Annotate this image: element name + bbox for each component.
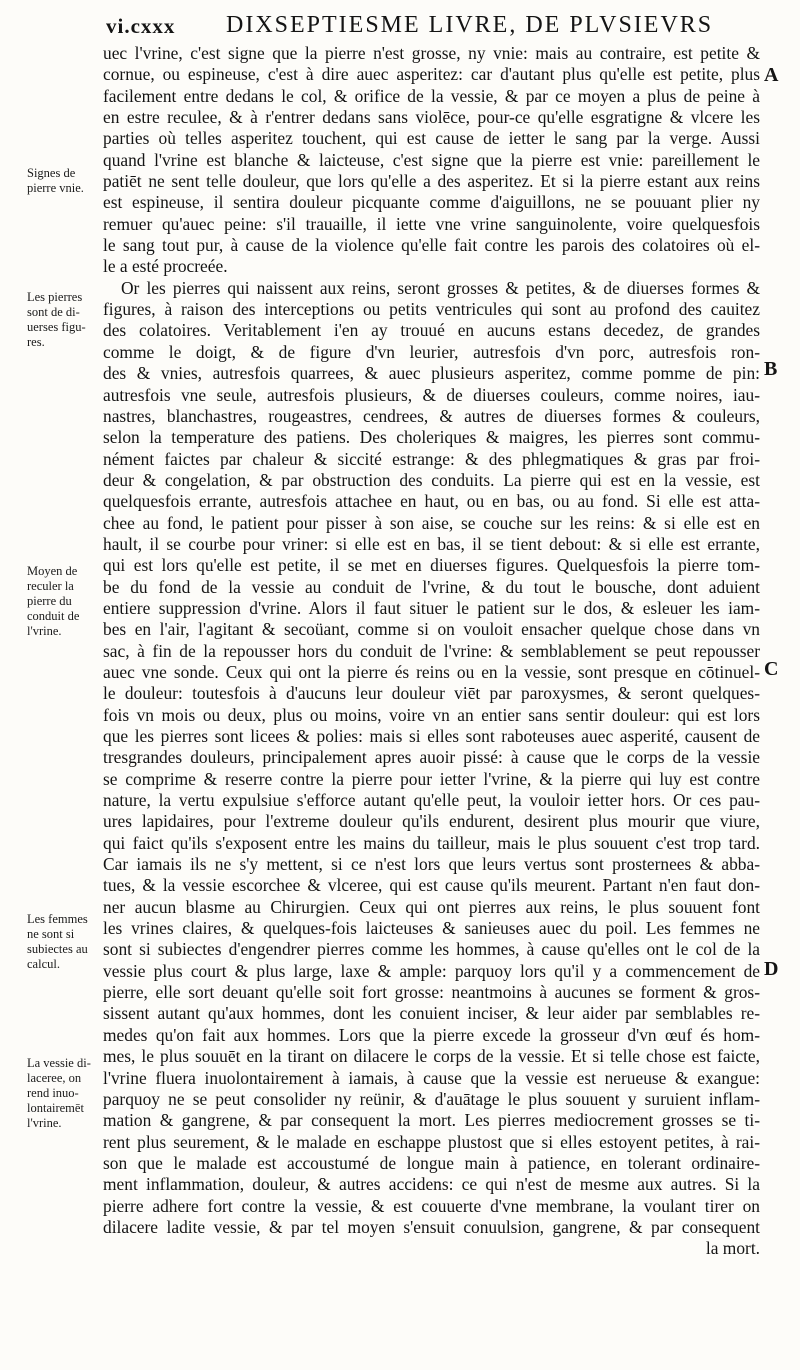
margin-note-figures [27,290,97,350]
text-line: deur & congelation, & par obstruction des conduits. La pierre qui est en la vessie, est [103,469,760,490]
text-line: dilacere ladite vessie, & par tel moyen s'ensuit conuulsion, gangrene, & par consequent [103,1216,760,1237]
text-line: nastres, blanchastres, rougeastres, cendrees, & autres de diuerses formes & couleurs, [103,405,760,426]
text-line: hault, il se courbe pour vriner: si elle est en bas, il se tient debout: & si elle est errante, [103,533,760,554]
text-line: parquoy ne se peut consolider ny reünir, & d'auātage le plus souuent y suruient inflam- [103,1088,760,1109]
text-line: le douleur: toutesfois à d'aucuns leur douleur viēt par paroxysmes, & seront quelques- [103,683,760,704]
text-line: qui faict qu'ils s'exposent entre les mains du tailleur, mais le plus souuent c'est trop tard. [103,832,760,853]
text-line: uec l'vrine, c'est signe que la pierre n'est grosse, ny vnie: mais au contraire, est petite & [103,43,760,63]
margin-note-line: Signes de [27,166,76,180]
margin-note-line: ne sont si [27,927,75,941]
section-marker-a: A [764,64,779,86]
text-line: figures, à raison des interceptions ou petits ventricules qui sont au profond des cauitez [103,299,760,320]
text-line: est espineuse, il sentira douleur picquante comme d'aiguillons, ne se pouuant plier ny [103,192,760,213]
margin-note-line: reculer la [27,579,74,593]
margin-note-line: laceree, on [27,1071,82,1085]
text-line: pierre, elle sort deuant qu'elle soit fort grosse: neantmoins à aucunes se forment & gros- [103,982,760,1003]
text-line: autresfois vne seule, autresfois plusieurs, & de diuerses couleurs, comme noires, iau- [103,384,760,405]
text-line: vessie plus court & plus large, laxe & ample: parquoy lors qu'il y a commencement de [103,960,760,981]
margin-note-line: La vessie di- [27,1056,91,1070]
section-marker-d: D [764,958,779,980]
text-line: facilement entre dedans le col, & orifice de la vessie, & par ce moyen a plus de peine à [103,85,760,106]
text-line: be du fond de la vessie au conduit de l'vrine, & du tout le bousche, dont aduient [103,576,760,597]
margin-note-line: uerses figu- [27,320,86,334]
text-line: des & vnies, autresfois quarrees, & auec plusieurs asperitez, comme pomme de pin: [103,363,760,384]
text-line: ment inflammation, douleur, & autres accidens: ce qui n'est de mesme aux autres. Si la [103,1174,760,1195]
text-line: fois vn mois ou deux, plus ou moins, voire vn an entier sans sentir douleur: qui est lors [103,704,760,725]
main-text-block [103,43,760,1260]
text-line: Car iamais ils ne s'y mettent, si ce n'est lors que leurs vertus sont prosternees & abba- [103,854,760,875]
text-line: la mort. [705,1238,760,1259]
margin-note-vessie [27,1056,97,1131]
margin-note-femmes [27,912,97,972]
text-line: rent plus seurement, & le malade en eschappe plustost que si elles estoyent petites, à rai- [103,1131,760,1152]
text-line: entiere suppression d'vrine. Alors il faut situer le patient sur le dos, & esleuer les iam- [103,597,760,618]
text-line: Or les pierres qui naissent aux reins, seront grosses & petites, & de diuerses formes & [121,277,760,298]
text-line: le sang tout pur, à cause de la violence qu'elle fait contre les parois des colatoires où el- [103,235,760,256]
text-line: qui est lors qu'elle est petite, il se met en diuerses figures. Quelquesfois la pierre tom- [103,555,760,576]
text-line: son que le malade est accoustumé de longue main à patience, en tolerant ordinaire- [103,1152,760,1173]
margin-note-line: l'vrine. [27,624,62,638]
text-line: sissent autant qu'aux hommes, dont les conuient inciser, & leur aider par semblables re- [103,1003,760,1024]
text-line: ner aucun blasme au Chirurgien. Ceux qui ont pierres aux reins, le plus souuent font [103,896,760,917]
text-line: remuer qu'auec peine: s'il trauaille, il iette vne vrine sanguinolente, voire quelquesfois [103,213,760,234]
margin-note-signes [27,166,97,196]
margin-note-line: Moyen de [27,564,78,578]
text-line: nément faictes par chaleur & siccité estrange: & des phlegmatiques & gras par froi- [103,448,760,469]
margin-note-line: pierre du [27,594,72,608]
margin-note-moyen [27,564,97,639]
margin-note-line: sont de di- [27,305,80,319]
text-line: cornue, ou espineuse, c'est à dire auec asperitez: car d'autant plus qu'elle est petite, plus [103,64,760,85]
section-marker-b: B [764,358,778,380]
text-line: parties où telles asperitez touchent, qui est cause de ietter le sang par la verge. Aussi [103,128,760,149]
text-line: medes qu'on fait aux hommes. Lors que la pierre excede la grosseur d'vn œuf és hom- [103,1024,760,1045]
text-line: bes en l'air, l'agitant & secoüant, comme si on vouloit ensacher quelque chose dans vn [103,619,760,640]
text-line: l'vrine fluera inuolontairement à iamais, à cause que la vessie est nerueuse & exangue: [103,1067,760,1088]
section-marker-c: C [764,658,779,680]
text-line: que les pierres sont licees & polies: mais si elles sont raboteuses auec asperité, causent de [103,726,760,746]
margin-note-line: calcul. [27,957,60,971]
text-line: des colatoires. Veritablement i'en ay trouué en aucuns estans decedez, de grandes [103,320,760,341]
margin-note-line: res. [27,335,45,349]
text-line: sont si subiectes d'engendrer pierres comme les hommes, à cause qu'elles ont le col de la [103,939,760,960]
text-line: en estre reculee, & à r'entrer dedans sans violēce, pour-ce qu'elle esgratigne & vlcere les [103,107,760,128]
text-line: auec vne sonde. Ceux qui ont la pierre és reins ou en la vessie, sont presque en cōtinuel- [103,661,760,682]
margin-note-line: l'vrine. [27,1116,62,1130]
text-line: sac, à fin de la repousser hors du conduit de l'vrine: & semblablement se peut repousser [103,640,760,661]
text-line: tresgrandes douleurs, principalement apres auoir pissé: à cause que le corps de la vessie [103,747,760,768]
margin-note-line: rend inuo- [27,1086,79,1100]
margin-note-line: subiectes au [27,942,88,956]
text-line: quelquesfois errante, autresfois attachee en haut, ou en bas, ou au fond. Si elle est atta- [103,491,760,512]
margin-note-line: pierre vnie. [27,181,84,195]
margin-note-line: lontairemēt [27,1101,84,1115]
text-line: chee au fond, le patient pour pisser à son aise, se couche sur les reins: & si elle est en [103,512,760,533]
folio-number: vi.cxxx [106,14,176,38]
text-line: les vrines claires, & quelques-fois laicteuses & sanieuses auec du poil. Les femmes ne [103,918,760,939]
text-line: patiēt ne sent telle douleur, que lors qu'elle a des asperitez. Et si la pierre estant aux reins [103,171,760,192]
text-line: ures lapidaires, pour l'extreme douleur qu'ils endurent, desirent plus mourir que viure, [103,811,760,832]
text-line: mation & gangrene, & par consequent la mort. Les pierres mediocrement grosses se ti- [103,1110,760,1131]
text-line: tues, & la vessie escorchee & vlceree, qui est cause qu'ils meurent. Partant n'en faut don- [103,875,760,896]
margin-note-line: conduit de [27,609,80,623]
text-line: le a esté procreée. [103,256,228,277]
margin-note-line: Les femmes [27,912,88,926]
running-header [96,6,736,40]
text-line: quand l'vrine est blanche & laicteuse, c'est signe que la pierre est vnie: pareillement le [103,149,760,170]
margin-note-line: Les pierres [27,290,83,304]
text-line: comme le doigt, & de figure d'vn leurier, autresfois d'vn porc, autresfois ron- [103,341,760,362]
text-line: se comprime & reserre contre la pierre pour ietter l'vrine, & la pierre qui luy est contre [103,768,760,789]
running-title: DIXSEPTIESME LIVRE, DE PLVSIEVRS [226,12,714,38]
text-line: selon la temperature des patiens. Des choleriques & maigres, les pierres sont commu- [103,427,760,448]
text-line: pierre adhere fort contre la vessie, & est couuerte d'vne membrane, la voulant tirer on [103,1195,760,1216]
text-line: mes, le plus souuēt en la tirant on dilacere le corps de la vessie. Et si telle chose est faicte, [103,1046,760,1067]
text-line: nature, la vertu expulsiue s'efforce autant qu'elle peut, la vouloir ietter hors. Or ces pau- [103,790,760,811]
